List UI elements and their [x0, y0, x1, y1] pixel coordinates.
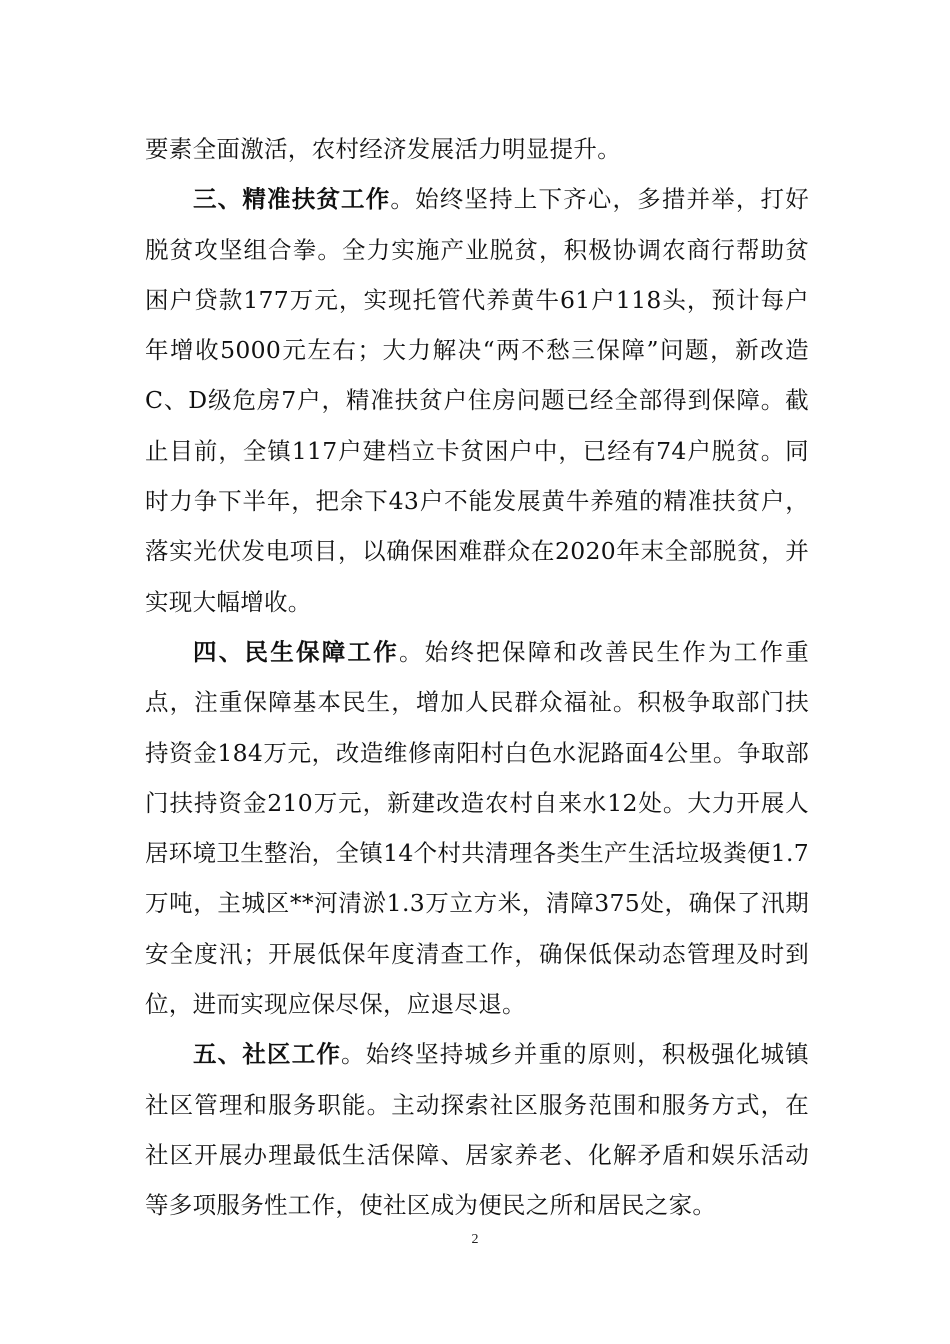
paragraph-text: 要素全面激活，农村经济发展活力明显提升。: [145, 135, 621, 163]
paragraph-text: 。始终把保障和改善民生作为工作重点，注重保障基本民生，增加人民群众福祉。积极争取部门扶持资金184万元，改造维修南阳村白色水泥路面4公里。争取部门扶持资金210万元，新建改造农村自来水12处。大力开展人居环境卫生整治，全镇14个村共清理各类生产生活垃圾粪便1.7万吨，主城区**河清淤1.3万立方米，清障375处，确保了汛期安全度汛；开展低保年度清查工作，确保低保动态管理及时到位，进而实现应保尽保，应退尽退。: [145, 637, 809, 1019]
paragraph-community-work: [145, 1029, 809, 1230]
paragraph-text: 。始终坚持城乡并重的原则，积极强化城镇社区管理和服务职能。主动探索社区服务范围和服务方式，在社区开展办理最低生活保障、居家养老、化解矛盾和娱乐活动等多项服务性工作，使社区成为便民之所和居民之家。: [145, 1040, 809, 1220]
section-heading: 三、精准扶贫工作: [193, 185, 391, 214]
paragraph-text: 。始终坚持上下齐心，多措并举，打好脱贫攻坚组合拳。全力实施产业脱贫，积极协调农商行帮助贫困户贷款177万元，实现托管代养黄牛61户118头，预计每户年增收5000元左右；大力解决“两不愁三保障”问题，新改造C、D级危房7户，精准扶贫户住房问题已经全部得到保障。截止目前，全镇117户建档立卡贫困户中，已经有74户脱贫。同时力争下半年，把余下43户不能发展黄牛养殖的精准扶贫户，落实光伏发电项目，以确保困难群众在2020年末全部脱贫，并实现大幅增收。: [145, 185, 809, 616]
section-heading: 五、社区工作: [193, 1040, 342, 1069]
page-number: 2: [471, 1232, 479, 1247]
body-text: [145, 124, 809, 1231]
paragraph-livelihood-security: [145, 627, 809, 1029]
paragraph-continuation: [145, 124, 809, 174]
section-heading: 四、民生保障工作: [193, 637, 399, 666]
paragraph-targeted-poverty-alleviation: [145, 174, 809, 627]
